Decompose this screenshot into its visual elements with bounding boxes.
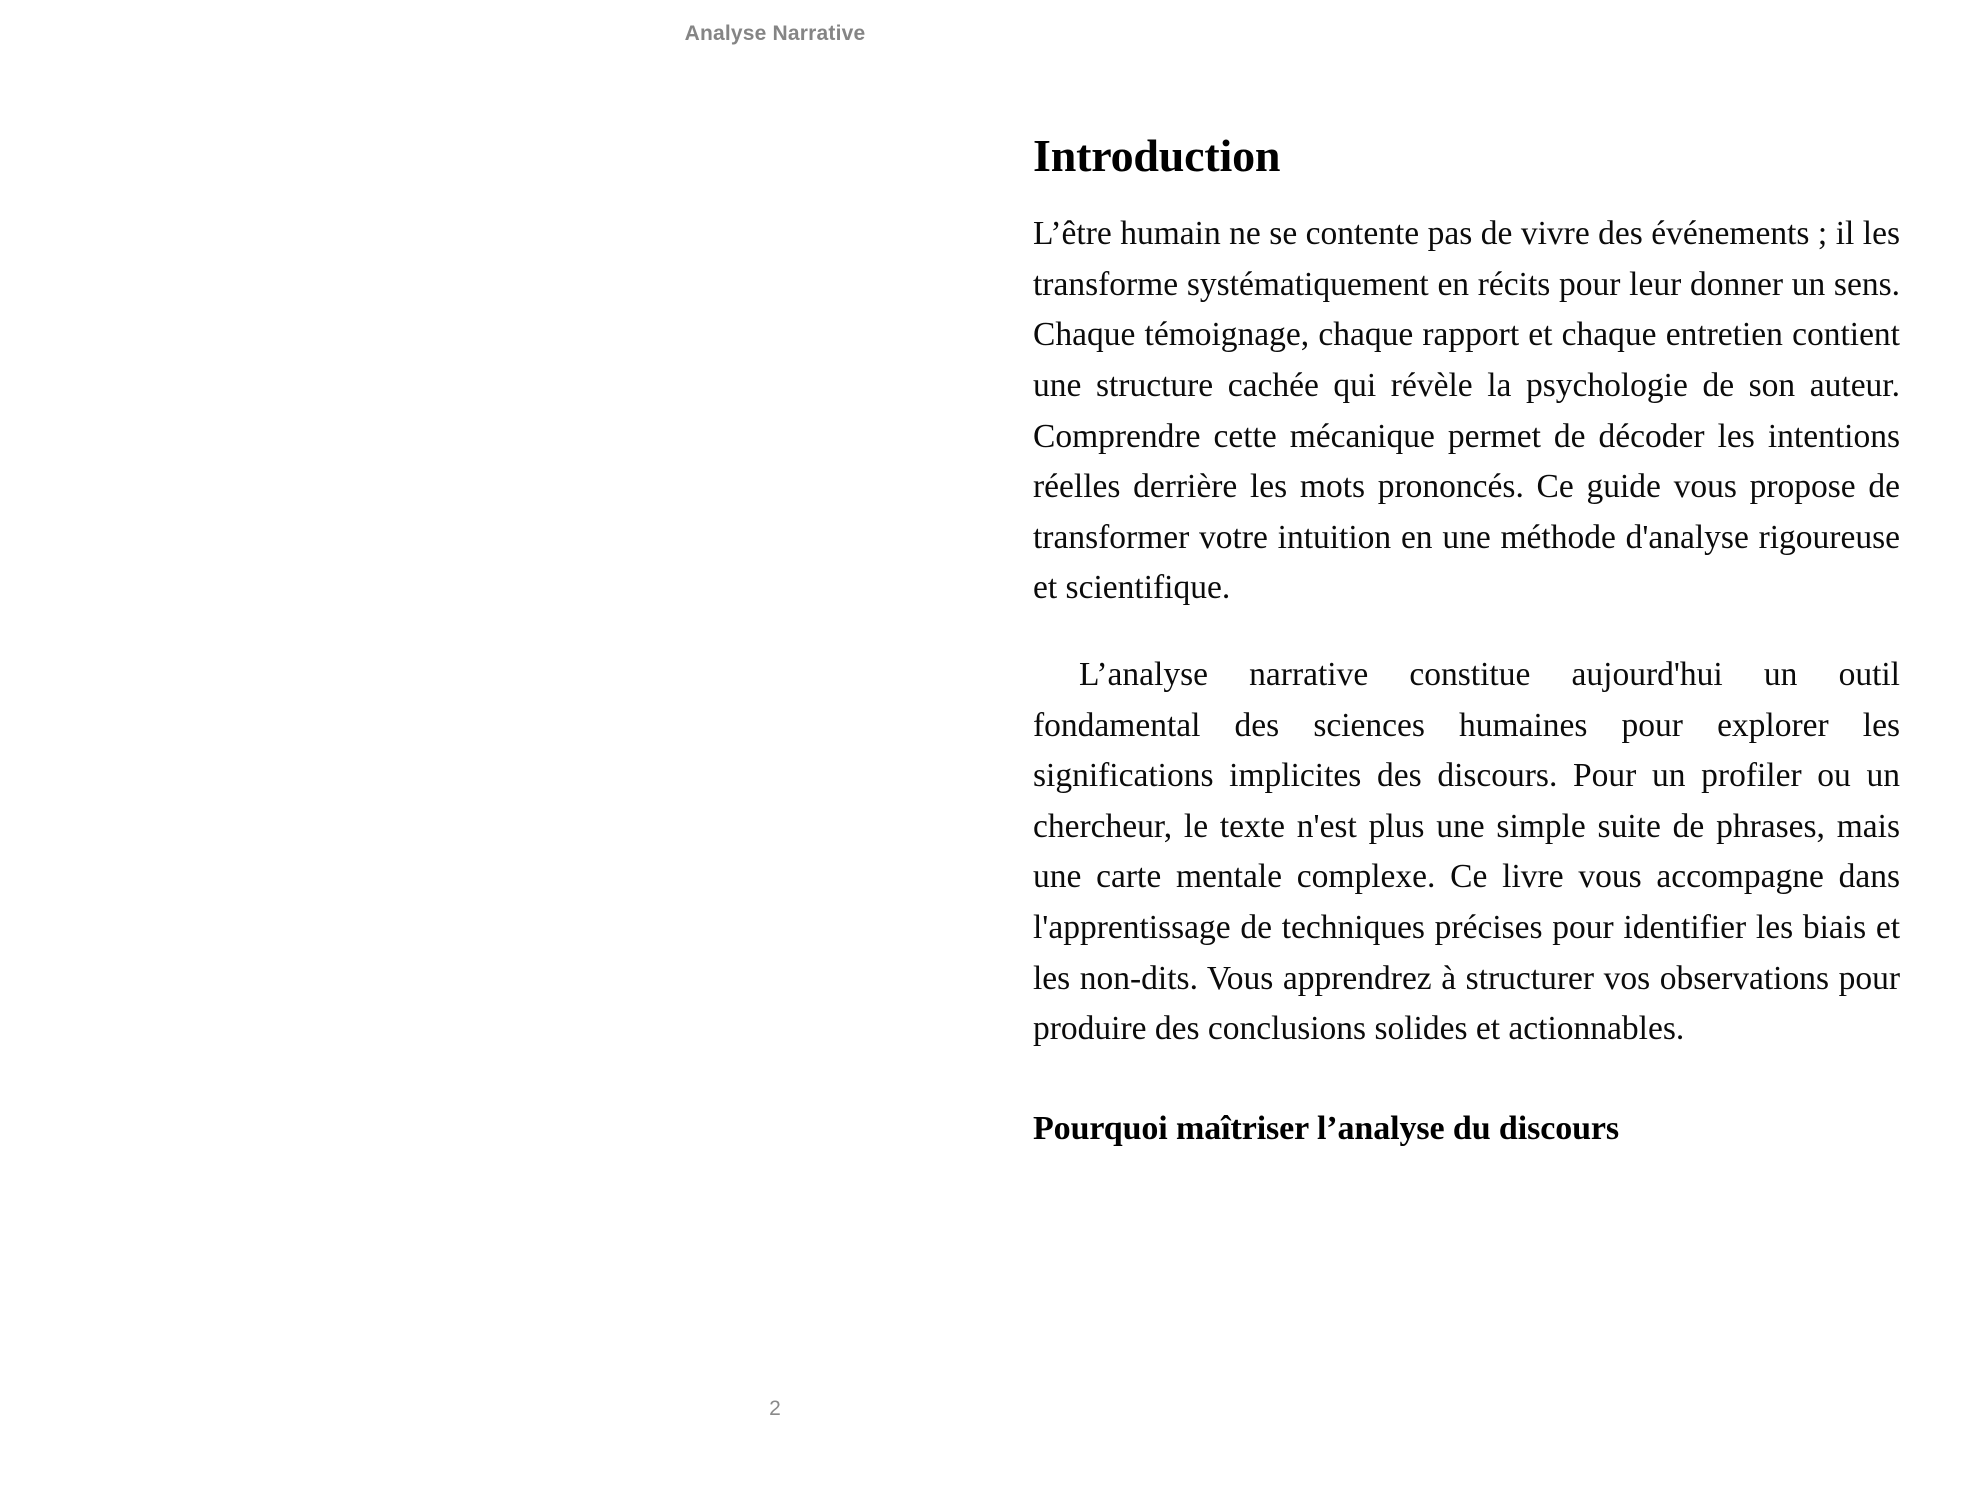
page-number: 2 [769,1397,781,1420]
running-header: Analyse Narrative [684,22,866,45]
section-subtitle: Pourquoi maîtriser l’analyse du discours [1033,1109,1620,1147]
body-paragraph: L’analyse narrative constitue aujourd'hui un outil fondamental des sciences humaines pour explorer les significations implicites des discours. Pour un profiler ou un chercheur, le texte n'est plus une simple suite de phrases, mais une carte mentale complexe. Ce livre vous accompagne dans l'apprentissage de techniques précises pour identifier les biais et les non-dits. Vous apprendrez à structurer vos observations pour produire des conclusions solides et actionnables. [1033,656,1900,1048]
text-column [1033,0,1900,1148]
chapter-title: Introduction [1033,130,1281,181]
body-paragraph: L’être humain ne se contente pas de vivre des événements ; il les transforme systématiquement en récits pour leur donner un sens. Chaque témoignage, chaque rapport et chaque entretien contient une structure cachée qui révèle la psychologie de son auteur. Comprendre cette mécanique permet de décoder les intentions réelles derrière les mots prononcés. Ce guide vous propose de transformer votre intuition en une méthode d'analyse rigoureuse et scientifique. [1033,215,1900,607]
